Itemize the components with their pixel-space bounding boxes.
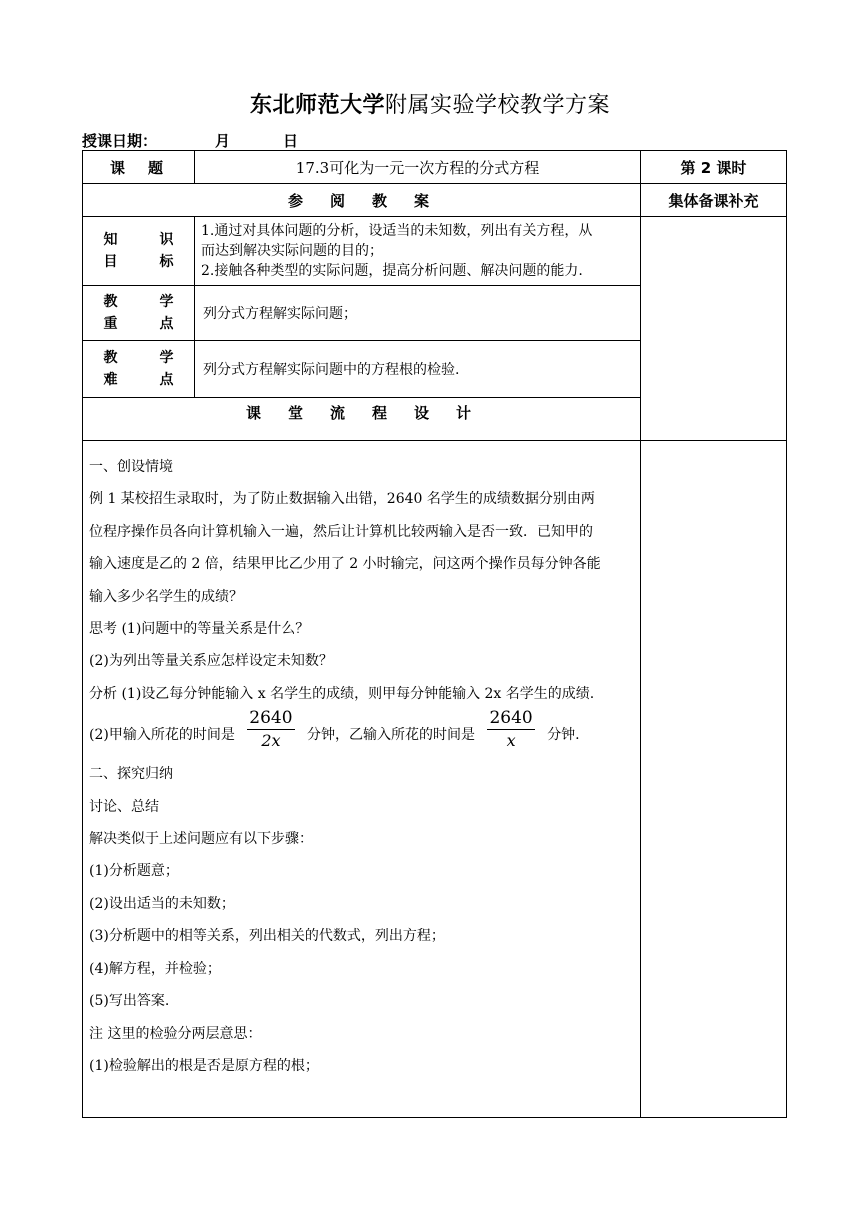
reference-row — [83, 184, 787, 217]
content-line: (1)检验解出的根是否是原方程的根； — [89, 1057, 319, 1074]
goal-label-line1: 知 识 — [103, 232, 188, 248]
supplement-area-top — [641, 217, 787, 441]
key-value: 列分式方程解实际问题； — [195, 286, 641, 341]
content-line: (2)为列出等量关系应怎样设定未知数？ — [89, 653, 333, 670]
eq-part-2: 分钟，乙输入所花的时间是 — [307, 727, 476, 744]
difficulty-value: 列分式方程解实际问题中的方程根的检验. — [195, 341, 641, 398]
content-line: 二、探究归纳 — [89, 766, 173, 783]
content-line: (5)写出答案. — [89, 993, 170, 1010]
goal-line-1: 1.通过对具体问题的分析，设适当的未知数，列出有关方程，从 — [201, 223, 593, 239]
eq-part-3: 分钟. — [547, 727, 580, 744]
lesson-content — [83, 441, 641, 1118]
key-label — [83, 286, 195, 341]
eq-part-1: (2)甲输入所花的时间是 — [89, 727, 235, 744]
goal-row — [83, 217, 787, 286]
goal-label-line2: 目 标 — [103, 254, 188, 270]
title-school: 东北师范大学 — [249, 93, 385, 118]
month-label: 月 — [215, 132, 231, 150]
topic-value: 17.3可化为一元一次方程的分式方程 — [195, 151, 641, 184]
fraction-2-numerator: 2640 — [489, 707, 533, 728]
supplement-area-bottom — [641, 441, 787, 1118]
topic-row — [83, 151, 787, 184]
date-label: 授课日期： — [82, 132, 158, 150]
content-line: (1)分析题意； — [89, 863, 179, 880]
key-label-line1: 教 学 — [103, 294, 188, 310]
goal-line-3: 2.接触各种类型的实际问题，提高分析问题、解决问题的能力. — [201, 263, 583, 279]
difficulty-label — [83, 341, 195, 398]
topic-label: 课 题 — [83, 151, 195, 184]
day-label: 日 — [283, 132, 299, 150]
fraction-2-denominator: x — [506, 730, 516, 750]
content-line: 注 这里的检验分两层意思： — [89, 1025, 262, 1042]
content-line: 位程序操作员各向计算机输入一遍，然后让计算机比较两输入是否一致．已知甲的 — [89, 523, 593, 540]
flow-label: 课 堂 流 程 设 计 — [83, 398, 641, 441]
content-line: 思考 (1)问题中的等量关系是什么？ — [89, 621, 310, 638]
fraction-1-denominator: 2x — [261, 730, 281, 750]
content-line: (3)分析题中的相等关系，列出相关的代数式，列出方程； — [89, 928, 445, 945]
content-line: 例 1 某校招生录取时，为了防止数据输入出错，2640 名学生的成绩数据分别由两 — [89, 491, 595, 508]
fraction-1-numerator: 2640 — [249, 707, 293, 728]
date-line — [82, 130, 298, 151]
reference-label: 参 阅 教 案 — [83, 184, 641, 217]
supplement-label: 集体备课补充 — [641, 184, 787, 217]
goal-text — [195, 217, 641, 286]
content-line: 讨论、总结 — [89, 798, 159, 815]
goal-line-2: 而达到解决实际问题的目的； — [201, 243, 383, 259]
content-line: (4)解方程，并检验； — [89, 960, 221, 977]
lesson-plan-table — [82, 150, 787, 1118]
content-line: 分析 (1)设乙每分钟能输入 x 名学生的成绩，则甲每分钟能输入 2x 名学生的成绩. — [89, 685, 595, 702]
fraction-1 — [247, 707, 294, 752]
content-line: 输入多少名学生的成绩？ — [89, 588, 243, 605]
title-rest: 附属实验学校教学方案 — [385, 93, 611, 118]
key-label-line2: 重 点 — [103, 316, 188, 332]
content-line: 一、创设情境 — [89, 459, 173, 475]
difficulty-label-line2: 难 点 — [103, 372, 188, 388]
difficulty-label-line1: 教 学 — [103, 350, 188, 366]
equation-line — [89, 707, 634, 758]
page-title — [0, 88, 860, 119]
content-line: (2)设出适当的未知数； — [89, 895, 235, 912]
content-line: 输入速度是乙的 2 倍，结果甲比乙少用了 2 小时输完，问这两个操作员每分钟各能 — [89, 556, 601, 573]
content-row — [83, 441, 787, 1118]
fraction-2 — [487, 707, 534, 752]
goal-label — [83, 217, 195, 286]
content-line: 解决类似于上述问题应有以下步骤： — [89, 831, 313, 848]
lesson-number: 第 2 课时 — [641, 151, 787, 184]
